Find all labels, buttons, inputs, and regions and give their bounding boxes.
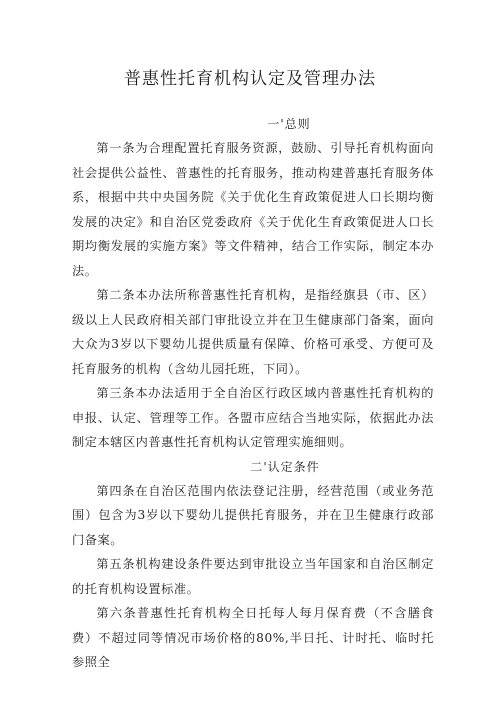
- section-heading-conditions: 二'认定条件: [250, 459, 320, 474]
- document-title: 普惠性托育机构认定及管理办法: [124, 69, 376, 89]
- article-1: 第一条为合理配置托育服务资源，鼓励、引导托育机构面向社会提供公益性、普惠性的托育服务，推动构建普惠托育服务体系，根据中共中央国务院《关于优化生育政策促进人口长期均衡发展的决定》和自治区党委政府《关于优化生育政策促进人口长期均衡发展的实施方案》等文件精神，结合工作实际，制定本办法。: [72, 141, 434, 278]
- article-4: 第四条在自治区范围内依法登记注册，经营范围（或业务范围）包含为3岁以下婴幼儿提供托育服务，并在卫生健康行政部门备案。: [72, 483, 434, 547]
- article-5: 第五条机构建设条件要达到审批设立当年国家和自治区制定的托育机构设置标准。: [72, 557, 434, 596]
- article-3: 第三条本办法适用于全自治区行政区域内普惠性托育机构的申报、认定、管理等工作。各盟市应结合当地实际，依据此办法制定本辖区内普惠性托育机构认定管理实施细则。: [72, 386, 434, 449]
- article-6: 第六条普惠性托育机构全日托每人每月保育费（不含膳食费）不超过同等情况市场价格的80%,半日托、计时托、临时托参照全: [72, 606, 434, 669]
- article-2: 第二条本办法所称普惠性托育机构，是指经旗县（市、区）级以上人民政府相关部门审批设立并在卫生健康部门备案，面向大众为3岁以下婴幼儿提供质量有保障、价格可承受、方便可及托育服务的机构（含幼儿园托班，下同）。: [72, 288, 434, 376]
- section-heading-general: 一'总则: [267, 117, 311, 131]
- document-body: [72, 112, 434, 675]
